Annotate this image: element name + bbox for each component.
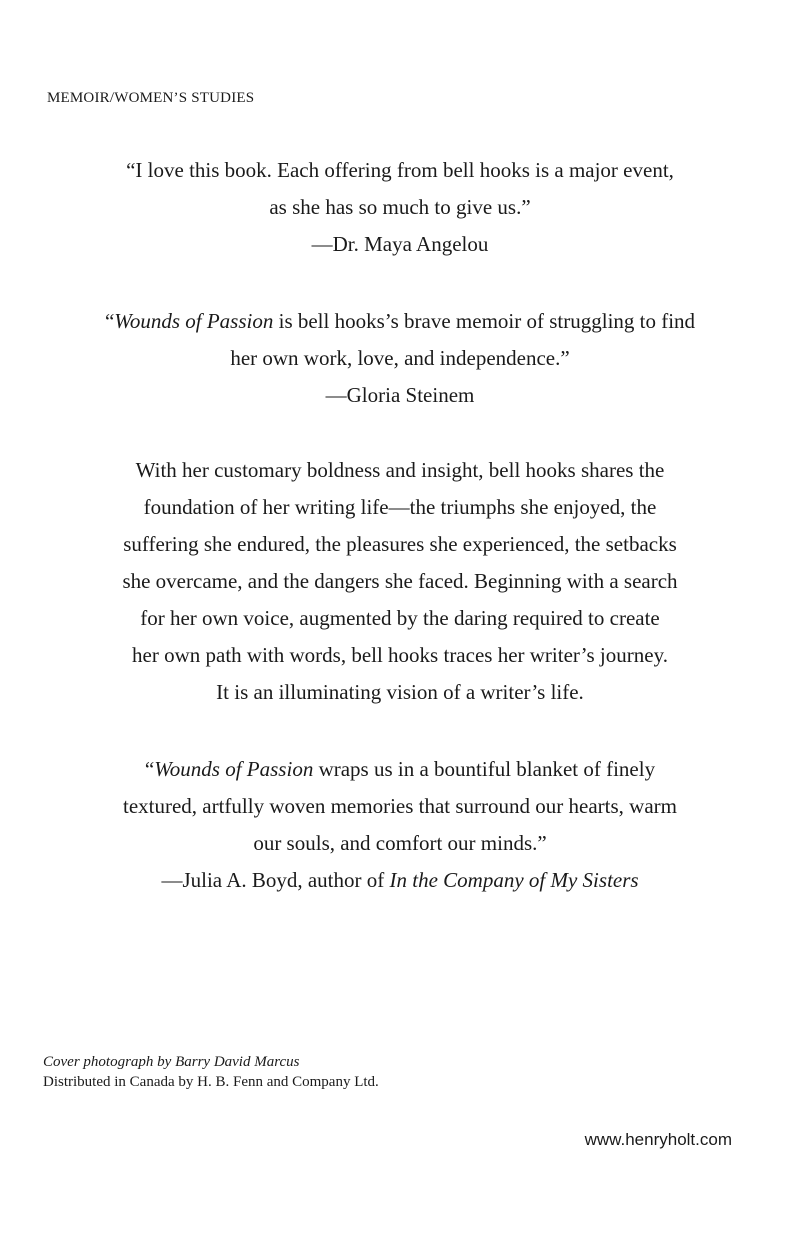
open-quote: “ bbox=[144, 757, 155, 781]
description-line: for her own voice, augmented by the daring required to create bbox=[140, 606, 660, 630]
quote-line: as she has so much to give us.” bbox=[269, 195, 531, 219]
quote-line: “I love this book. Each offering from bell hooks is a major event, bbox=[126, 158, 674, 182]
book-title: Wounds of Passion bbox=[114, 309, 274, 333]
credits bbox=[43, 1052, 379, 1092]
quote-attribution: —Gloria Steinem bbox=[325, 383, 475, 407]
quote-text: is bell hooks’s brave memoir of struggling to find bbox=[273, 309, 696, 333]
quote-line: textured, artfully woven memories that surround our hearts, warm bbox=[122, 794, 677, 818]
cover-photo-credit: Cover photograph by Barry David Marcus bbox=[43, 1054, 300, 1070]
description-line: It is an illuminating vision of a writer’s life. bbox=[216, 680, 584, 704]
book-description bbox=[60, 452, 740, 711]
quote-line bbox=[60, 751, 740, 788]
book-title: In the Company of My Sisters bbox=[389, 868, 639, 892]
open-quote: “ bbox=[104, 309, 115, 333]
distribution-note: Distributed in Canada by H. B. Fenn and Company Ltd. bbox=[43, 1074, 379, 1090]
quote-line: our souls, and comfort our minds.” bbox=[253, 831, 547, 855]
quote-line: her own work, love, and independence.” bbox=[230, 346, 570, 370]
attribution-text: —Julia A. Boyd, author of bbox=[161, 868, 390, 892]
description-line: foundation of her writing life—the triumphs she enjoyed, the bbox=[143, 495, 657, 519]
quote-angelou bbox=[60, 152, 740, 263]
description-line: she overcame, and the dangers she faced. Beginning with a search bbox=[122, 569, 678, 593]
quote-text: wraps us in a bountiful blanket of finely bbox=[313, 757, 656, 781]
quote-line bbox=[60, 303, 740, 340]
category-label: MEMOIR/WOMEN’S STUDIES bbox=[47, 90, 255, 106]
description-line: suffering she endured, the pleasures she experienced, the setbacks bbox=[123, 532, 677, 556]
description-line: With her customary boldness and insight, bell hooks shares the bbox=[135, 458, 665, 482]
quote-attribution: —Dr. Maya Angelou bbox=[311, 232, 489, 256]
quote-steinem bbox=[60, 303, 740, 414]
publisher-website: www.henryholt.com bbox=[584, 1130, 732, 1149]
quote-attribution bbox=[60, 862, 740, 899]
description-line: her own path with words, bell hooks traces her writer’s journey. bbox=[132, 643, 668, 667]
quote-boyd bbox=[60, 751, 740, 899]
book-title: Wounds of Passion bbox=[154, 757, 314, 781]
